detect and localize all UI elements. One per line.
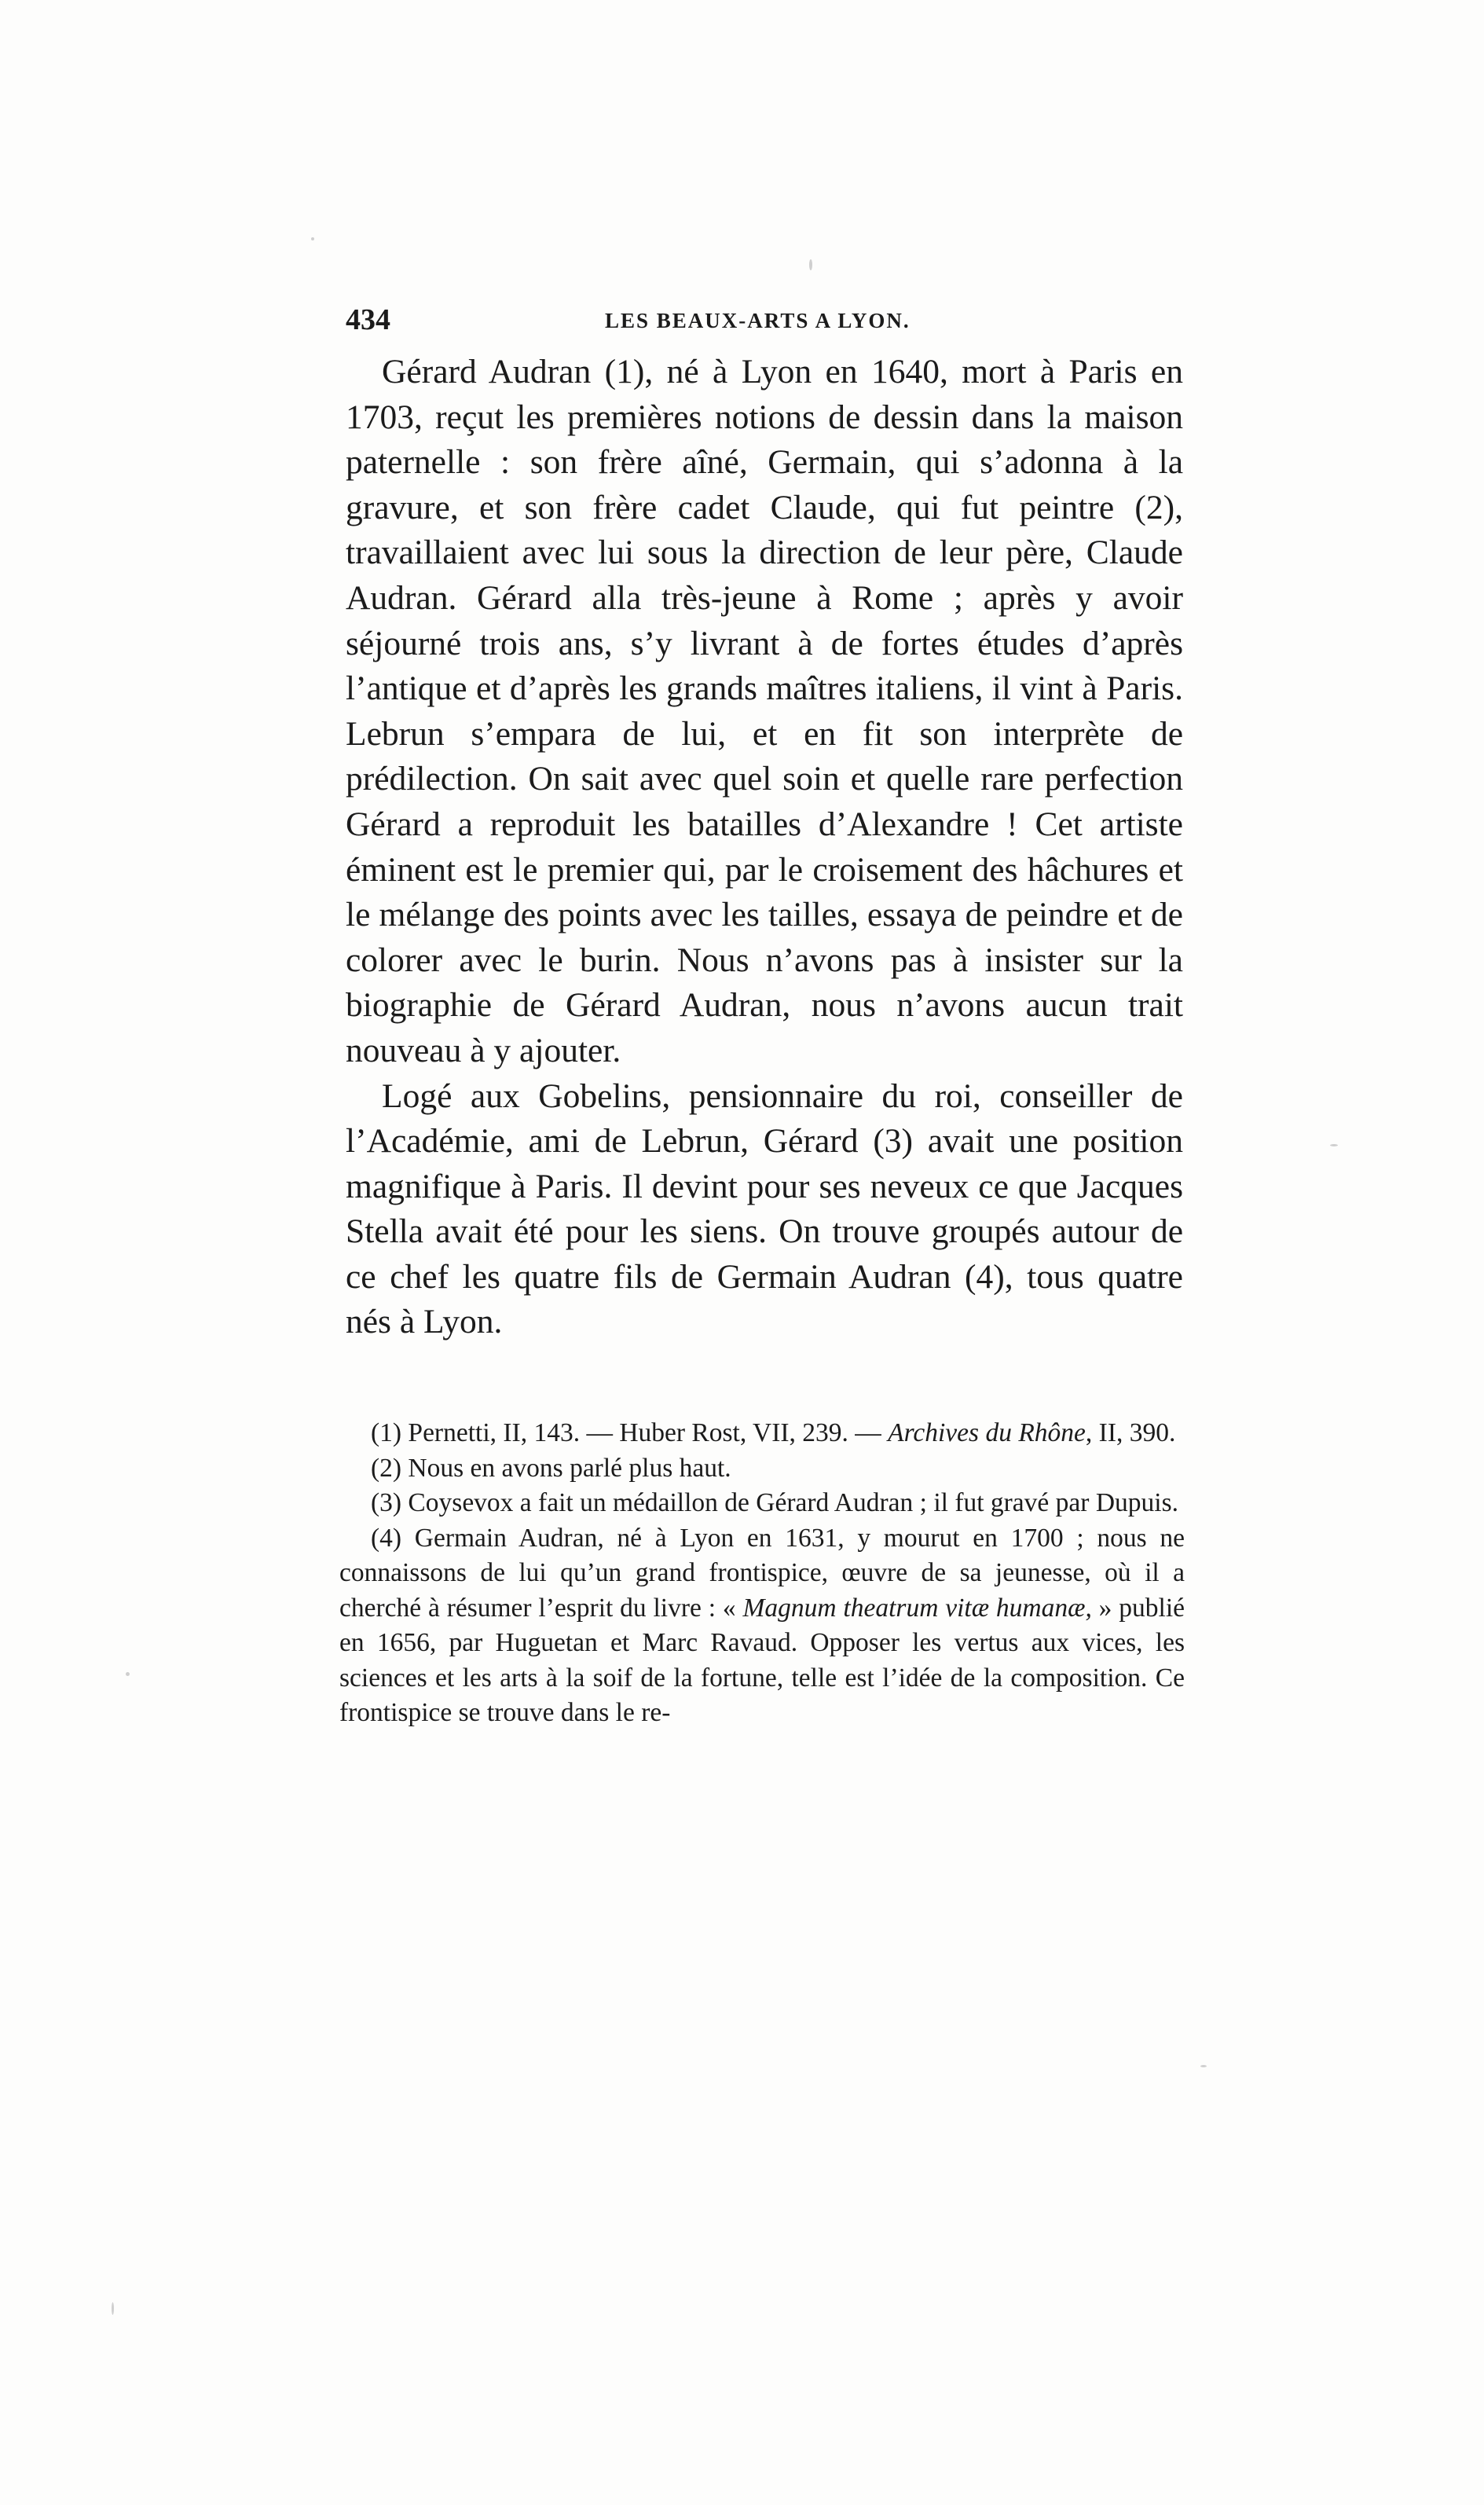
paragraph-1: Gérard Audran (1), né à Lyon en 1640, mort à Paris en 1703, reçut les premières notions de dessin dans la maison paternelle : son frère aîné, Germain, qui s’adonna à la gravure, et son frère cadet Claude, qui fut peintre (2), travaillaient avec lui sous la direction de leur père, Claude Audran. Gérard alla très-jeune à Rome ; après y avoir séjourné trois ans, s’y livrant à de fortes études d’après l’antique et d’après les grands maîtres italiens, il vint à Paris. Lebrun s’empara de lui, et en fit son interprète de prédilection. On sait avec quel soin et quelle rare perfection Gérard a reproduit les batailles d’Alexandre ! Cet artiste éminent est le premier qui, par le croisement des hâchures et le mélange des points avec les tailles, essaya de peindre et de colorer avec le burin. Nous n’avons pas à insister sur la biographie de Gérard Audran, nous n’avons aucun trait nouveau à y ajouter. — [346, 353, 1183, 1069]
running-head — [346, 303, 1183, 342]
paper-speck — [126, 1672, 130, 1676]
paragraph-2: Logé aux Gobelins, pensionnaire du roi, conseiller de l’Académie, ami de Lebrun, Gérard (3) avait une position magnifique à Paris. Il devint pour ses neveux ce que Jacques Stella avait été pour les siens. On trouve groupés autour de ce chef les quatre fils de Germain Audran (4), tous quatre nés à Lyon. — [346, 1076, 1183, 1341]
footnote-4-text: (4) Germain Audran, né à Lyon en 1631, y mourut en 1700 ; nous ne connaissons de lui qu’un grand frontispice, œuvre de sa jeunesse, où il a cherché à résumer l’esprit du livre : « — [339, 1523, 1185, 1623]
footnote-3: (3) Coysevox a fait un médaillon de Gérard Audran ; il fut gravé par Dupuis. — [371, 1488, 1178, 1517]
running-title: LES BEAUX-ARTS A LYON. — [605, 309, 911, 332]
footnote-1 — [339, 1416, 1185, 1451]
footnote-1-text: (1) Pernetti, II, 143. — Huber Rost, VII, 239. — — [371, 1418, 889, 1447]
footnote-1-end: , II, 390. — [1085, 1418, 1176, 1447]
footnote-1-source: Archives du Rhône — [888, 1418, 1086, 1447]
footnotes — [339, 1416, 1185, 1731]
paper-speck — [311, 237, 314, 240]
footnote-2: (2) Nous en avons parlé plus haut. — [371, 1453, 731, 1483]
paper-speck — [809, 259, 812, 270]
paper-speck — [112, 2302, 114, 2315]
paper-speck — [1330, 1144, 1338, 1146]
page-number: 434 — [346, 303, 390, 336]
main-text — [346, 350, 1183, 1345]
footnote-4-end: » publié en 1656, par Huguetan et Marc Ravaud. Opposer les vertus aux vices, les sciences et les arts à la soif de la fortune, telle est l’idée de la composition. Ce frontispice se trouve dans le re- — [339, 1593, 1185, 1727]
footnote-4 — [339, 1521, 1185, 1731]
paper-speck — [1200, 2065, 1207, 2067]
footnote-4-book-title: Magnum theatrum vitæ humanæ, — [742, 1593, 1092, 1623]
